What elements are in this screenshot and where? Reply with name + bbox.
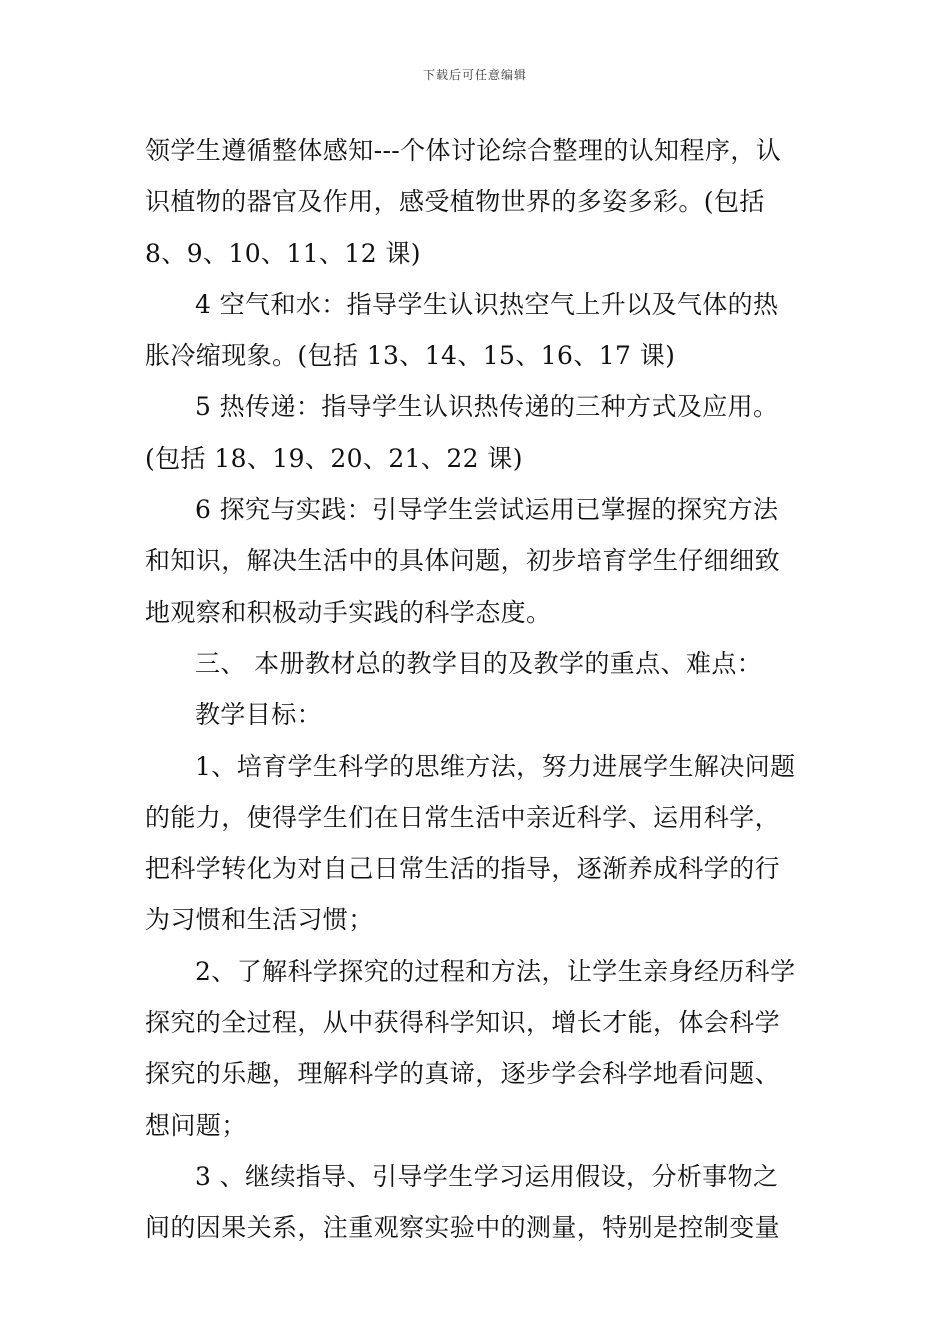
text-line: 探究的全过程，从中获得科学知识，增长才能，体会科学 — [145, 1008, 781, 1038]
text-line: 胀冷缩现象。(包括 13、14、15、16、17 课) — [145, 341, 676, 371]
text-line: 1、培育学生科学的思维方法，努力进展学生解决问题 — [195, 751, 796, 781]
text-line: 4 空气和水：指导学生认识热空气上升以及气体的热 — [195, 289, 779, 319]
text-line: 想问题； — [145, 1110, 247, 1140]
text-line: 和知识，解决生活中的具体问题，初步培育学生仔细细致 — [145, 546, 781, 576]
text-line: 的能力，使得学生们在日常生活中亲近科学、运用科学， — [145, 802, 781, 832]
text-line: 为习惯和生活习惯； — [145, 905, 374, 935]
text-line: 领学生遵循整体感知---个体讨论综合整理的认知程序，认 — [145, 136, 782, 165]
text-line: 教学目标： — [195, 700, 323, 730]
text-line: 6 探究与实践：引导学生尝试运用已掌握的探究方法 — [195, 495, 779, 525]
page-header: 下载后可任意编辑 — [422, 68, 527, 82]
text-line: 探究的乐趣，理解科学的真谛，逐步学会科学地看问题、 — [145, 1059, 781, 1089]
text-line: 把科学转化为对自己日常生活的指导，逐渐养成科学的行 — [145, 854, 781, 884]
text-line: 地观察和积极动手实践的科学态度。 — [145, 597, 552, 627]
text-line: (包括 18、19、20、21、22 课) — [145, 443, 523, 473]
text-line: 5 热传递：指导学生认识热传递的三种方式及应用。 — [195, 392, 779, 422]
text-line: 三、 本册教材总的教学目的及教学的重点、难点： — [195, 648, 763, 678]
text-line: 间的因果关系，注重观察实验中的测量，特别是控制变量 — [145, 1213, 781, 1243]
body-text — [145, 125, 810, 1254]
text-line: 8、9、10、11、12 课) — [145, 238, 421, 268]
text-line: 识植物的器官及作用，感受植物世界的多姿多彩。(包括 — [145, 187, 765, 217]
text-line: 2、了解科学探究的过程和方法，让学生亲身经历科学 — [195, 956, 796, 986]
text-line: 3 、继续指导、引导学生学习运用假设，分析事物之 — [195, 1161, 779, 1191]
